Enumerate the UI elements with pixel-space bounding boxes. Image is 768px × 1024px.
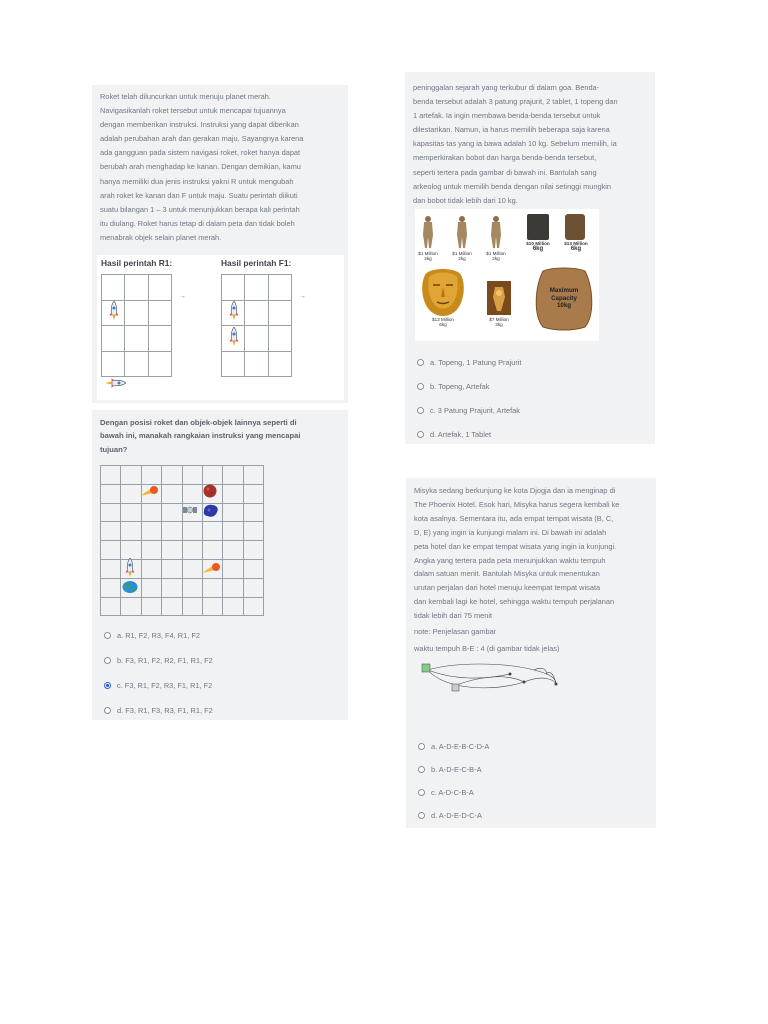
question-card-travel xyxy=(406,478,656,828)
radio-c-selected[interactable] xyxy=(104,682,111,689)
option-d[interactable]: d. A-D-E-D-C-A xyxy=(418,811,482,820)
item6-label: $13 Million 6kg xyxy=(432,317,454,327)
item2-label: $1 Million 2kg xyxy=(452,251,472,261)
radio-a[interactable] xyxy=(418,743,425,750)
route-map-figure xyxy=(414,660,564,700)
option-b[interactable]: b. Topeng, Artefak xyxy=(417,382,489,391)
comet-icon xyxy=(202,562,222,574)
option-d[interactable]: d. Artefak, 1 Tablet xyxy=(417,430,491,439)
red-planet-icon xyxy=(203,484,217,498)
arrow-f1: → xyxy=(299,293,306,300)
item7-label: $7 Million 3kg xyxy=(489,317,509,327)
artifact-items-figure xyxy=(415,209,599,341)
item3-label: $1 Million 2kg xyxy=(486,251,506,261)
grid-r1 xyxy=(101,274,172,377)
bag-capacity-label: Maximum Capacity 10kg xyxy=(549,287,579,309)
warrior-statue-icon xyxy=(489,215,503,249)
option-b[interactable]: b. F3, R1, F2, R2, F1, R1, F2 xyxy=(104,656,213,665)
radio-a[interactable] xyxy=(417,359,424,366)
question-card-archaeologist xyxy=(405,72,655,444)
comet-icon xyxy=(140,485,160,497)
radio-c[interactable] xyxy=(418,789,425,796)
question-card-rocket-map xyxy=(92,410,348,720)
warrior-statue-icon xyxy=(421,215,435,249)
warrior-statue-icon xyxy=(455,215,469,249)
brown-tablet-icon xyxy=(565,214,585,240)
rocket-up-icon xyxy=(229,327,239,347)
rocket-question-text: Roket telah diluncurkan untuk menuju planet merah. Navigasikanlah roket tersebut untuk mencapai tujuannya dengan memberikan instruksi. Instruksi yang dapat diberikan adalah perubahan arah dan gerakan maju. Sayangnya karena ada gangguan pada sistem navigasi roket, roket hanya dapat berubah arah menghadap ke kanan. Dengan demikian, kamu hanya memiliki dua jenis instruksi yakni R untuk mengubah arah roket ke kanan dan F untuk maju. Suatu perintah diikuti suatu bilangan 1 – 3 untuk menunjukkan berapa kali perintah itu diulang. Roket harus tetap di dalam peta dan tidak boleh menabrak objek selain planet merah. xyxy=(100,92,304,242)
option-a[interactable]: a. R1, F2, R3, F4, R1, F2 xyxy=(104,631,200,640)
option-c[interactable]: c. A-D-C-B-A xyxy=(418,788,474,797)
travel-note: note: Penjelasan gambar waktu tempuh B-E : 4 (di gambar tidak jelas) xyxy=(414,627,560,654)
option-b[interactable]: b. A-D-E-C-B-A xyxy=(418,765,482,774)
item1-label: $1 Million 2kg xyxy=(418,251,438,261)
rocket-right-icon xyxy=(104,378,126,388)
option-d[interactable]: d. F3, R1, F3, R3, F1, R1, F2 xyxy=(104,706,213,715)
option-a[interactable]: a. Topeng, 1 Patung Prajurit xyxy=(417,358,522,367)
golden-mask-icon xyxy=(419,267,467,317)
rocket-up-icon xyxy=(109,301,119,321)
item4-label: $10 Million 6kg xyxy=(526,241,550,252)
radio-c[interactable] xyxy=(417,407,424,414)
item5-label: $13 Million 6kg xyxy=(564,241,588,252)
question-card-rocket xyxy=(92,85,348,403)
earth-planet-icon xyxy=(122,580,138,594)
blue-planet-icon xyxy=(202,504,219,518)
radio-b[interactable] xyxy=(104,657,111,664)
archaeologist-question-text: peninggalan sejarah yang terkubur di dalam goa. Benda- benda tersebut adalah 3 patung prajurit, 2 tablet, 1 topeng dan 1 artefak. Ia ingin membawa benda-benda tersebut untuk dilestarikan. Namun, ia harus memilih beberapa saja karena kapasitas tas yang ia bawa adalah 10 kg. Sebelum memilih, ia memperkirakan bobot dan harga benda-benda tersebut, seperti tertera pada gambar di bawah ini. Bantulah sang arkeolog untuk memilih benda dengan nilai setinggi mungkin dan bobot tidak lebih dari 10 kg. xyxy=(413,83,618,205)
travel-question-text: Misyka sedang berkunjung ke kota Djogja dan ia menginap di The Phoenix Hotel. Esok hari, Misyka harus segera kembali ke kota asalnya. Sementara itu, ada empat tempat wisata (B, C, D, E) yang ingin ia kunjungi malam ini. Di bawah ini adalah peta hotel dan ke empat tempat wisata yang ingin ia kunjungi. Angka yang tertera pada peta menunjukkan waktu tempuh dalam satuan menit. Bantulah Misyka untuk menentukan urutan perjalan dari hotel menuju keempat tempat wisata dan kembali lagi ke hotel, sehingga waktu tempuh perjalanan tidak lebih dari 75 menit xyxy=(414,486,620,621)
option-c[interactable]: c. F3, R1, F2, R3, F1, R1, F2 xyxy=(104,681,212,690)
radio-d[interactable] xyxy=(418,812,425,819)
radio-d[interactable] xyxy=(104,707,111,714)
rocket-map-question: Dengan posisi roket dan objek-objek lainnya seperti di bawah ini, manakah rangkaian instruksi yang mencapai tujuan? xyxy=(100,418,301,454)
radio-a[interactable] xyxy=(104,632,111,639)
label-r1: Hasil perintah R1: xyxy=(101,258,173,268)
artefact-icon xyxy=(487,281,511,315)
satellite-icon xyxy=(183,504,197,516)
command-example-figure xyxy=(97,255,344,400)
grid-f1 xyxy=(221,274,292,377)
radio-d[interactable] xyxy=(417,431,424,438)
dark-tablet-icon xyxy=(527,214,549,240)
arrow-r1: → xyxy=(179,293,186,300)
radio-b[interactable] xyxy=(417,383,424,390)
label-f1: Hasil perintah F1: xyxy=(221,258,292,268)
rocket-up-icon xyxy=(125,558,135,578)
option-c[interactable]: c. 3 Patung Prajurit, Artefak xyxy=(417,406,520,415)
option-a[interactable]: a. A-D-E-B-C-D-A xyxy=(418,742,489,751)
rocket-up-icon xyxy=(229,301,239,321)
radio-b[interactable] xyxy=(418,766,425,773)
